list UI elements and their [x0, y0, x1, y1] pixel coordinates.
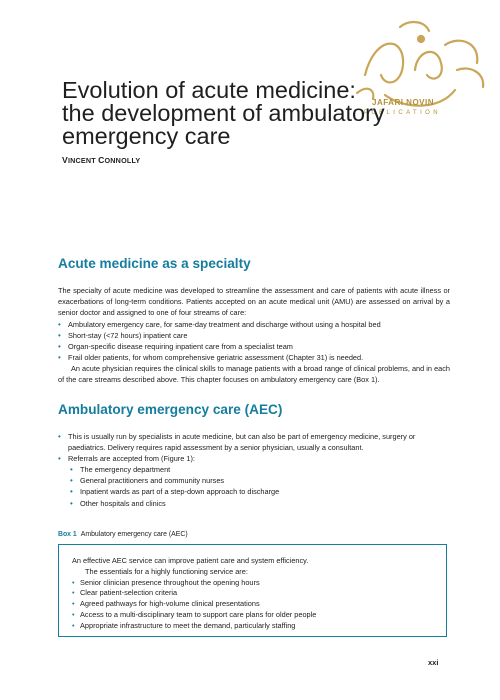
box-intro: An effective AEC service can improve patient care and system efficiency.: [72, 556, 309, 565]
box-intro-2: The essentials for a highly functioning service are:: [85, 566, 248, 576]
box-caption-text: Ambulatory emergency care (AEC): [80, 531, 188, 538]
list-item: • Referrals are accepted from (Figure 1):: [58, 453, 450, 464]
page-number: xxi: [428, 658, 439, 667]
list-item: • Appropriate infrastructure to meet the demand, particularly staffing: [72, 621, 442, 632]
box-content: [72, 556, 442, 632]
section-heading-aec: Ambulatory emergency care (AEC): [58, 402, 283, 417]
logo-wordmark: JAFARI NOVIN: [372, 98, 435, 107]
section-heading-acute-medicine: Acute medicine as a specialty: [58, 256, 251, 271]
sub-list-item: • Inpatient wards as part of a step-down approach to discharge: [58, 486, 450, 497]
list-item: • Organ-specific disease requiring inpatient care from a specialist team: [58, 341, 450, 352]
list-item: • Short-stay (<72 hours) inpatient care: [58, 330, 450, 341]
list-item: • Access to a multi-disciplinary team to support care plans for older people: [72, 610, 442, 621]
chapter-title-line-2: the development of ambulatory: [62, 100, 385, 126]
list-item: • Clear patient-selection criteria: [72, 588, 442, 599]
section1-stream-list: [58, 319, 450, 363]
chapter-title-line-3: emergency care: [62, 123, 231, 149]
box-label: Box 1: [58, 531, 77, 538]
sub-list-item: • General practitioners and community nurses: [58, 475, 450, 486]
author-name: VINCENT CONNOLLY: [62, 155, 141, 165]
section1-closing-paragraph: An acute physician requires the clinical skills to manage patients with a broad range of clinical problems, and in each of the care streams described above. This chapter focuses on ambulatory emergency care (Box 1).: [58, 364, 450, 385]
list-item: • Senior clinician presence throughout the opening hours: [72, 578, 442, 589]
list-item: • Agreed pathways for high-volume clinical presentations: [72, 599, 442, 610]
chapter-title-line-1: Evolution of acute medicine:: [62, 77, 356, 103]
sub-list-item: • Other hospitals and clinics: [58, 498, 450, 509]
list-item: • Ambulatory emergency care, for same-day treatment and discharge without using a hospital bed: [58, 319, 450, 330]
section1-intro-paragraph: The specialty of acute medicine was developed to streamline the assessment and care of patients with acute illness or exacerbations of long-term conditions. Patients accepted on an acute medical unit (AMU) are assessed on arrival by a senior doctor and assigned to one of four streams of care:: [58, 286, 450, 318]
box-caption: [58, 531, 188, 538]
logo-subtitle: PUBLICATION: [364, 110, 441, 116]
section2-bullet-list: [58, 431, 450, 509]
sub-list-item: • The emergency department: [58, 464, 450, 475]
list-item: • This is usually run by specialists in acute medicine, but can also be part of emergency medicine, surgery or paediatrics. Delivery requires rapid assessment by a senior physician, usually a consultant.: [58, 431, 450, 453]
list-item: • Frail older patients, for whom comprehensive geriatric assessment (Chapter 31) is needed.: [58, 352, 450, 363]
